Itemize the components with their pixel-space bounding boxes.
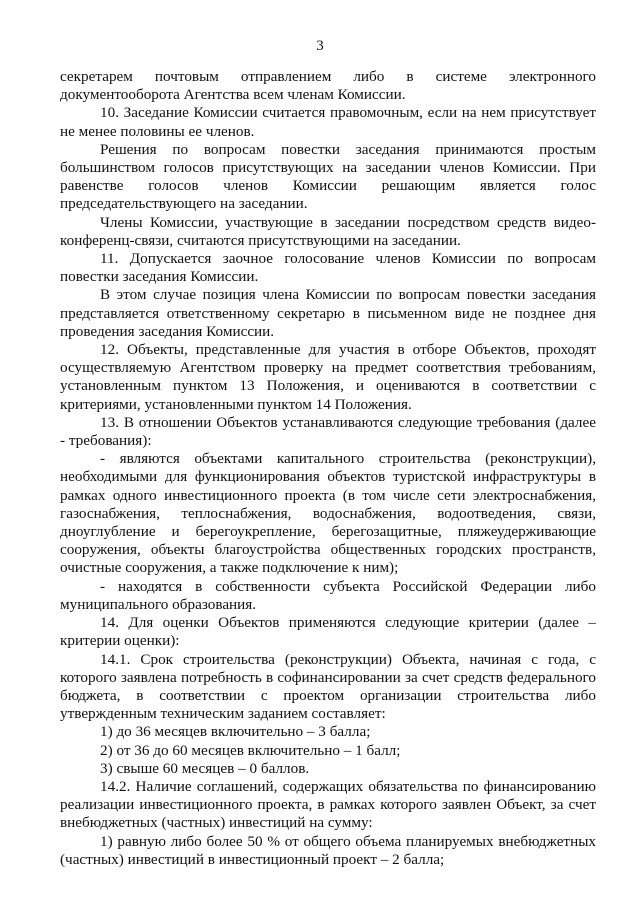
paragraph-item-14: 14. Для оценки Объектов применяются следующие критерии (далее – критерии оценки): bbox=[60, 614, 596, 650]
requirement-item-ownership: - находятся в собственности субъекта Российской Федерации либо муниципального образования. bbox=[60, 577, 596, 613]
score-item-investment-1: 1) равную либо более 50 % от общего объема планируемых внебюджетных (частных) инвестиций в инвестиционный проект – 2 балла; bbox=[60, 832, 596, 868]
score-item-3: 3) свыше 60 месяцев – 0 баллов. bbox=[100, 759, 310, 777]
score-item-2: 2) от 36 до 60 месяцев включительно – 1 балл; bbox=[100, 741, 401, 759]
score-item-1: 1) до 36 месяцев включительно – 3 балла; bbox=[100, 723, 371, 741]
paragraph-written-position: В этом случае позиция члена Комиссии по вопросам повестки заседания представляется ответственному секретарю в письменном виде не позднее дня проведения заседания Комиссии. bbox=[60, 286, 596, 340]
page-number: 3 bbox=[316, 38, 324, 54]
paragraph-item-10: 10. Заседание Комиссии считается правомочным, если на нем присутствует не менее половины ее членов. bbox=[60, 104, 596, 140]
paragraph-decisions: Решения по вопросам повестки заседания принимаются простым большинством голосов присутствующих на заседании членов Комиссии. При равенстве голосов членов Комиссии решающим является голос председательствующего на заседании. bbox=[60, 140, 596, 213]
paragraph-continuation: секретарем почтовым отправлением либо в системе электронного документооборота Агентства всем членам Комиссии. bbox=[60, 68, 596, 104]
paragraph-item-13: 13. В отношении Объектов устанавливаются следующие требования (далее - требования): bbox=[60, 413, 596, 450]
document-body bbox=[60, 68, 596, 869]
paragraph-item-14-1: 14.1. Срок строительства (реконструкции) Объекта, начиная с года, с которого заявлена потребность в софинансировании за счет средств федерального бюджета, в соответствии с проектом организации строительства либо утвержденным техническим заданием составляет: bbox=[60, 650, 596, 723]
paragraph-item-12: 12. Объекты, представленные для участия в отборе Объектов, проходят осуществляемую Агентством проверку на предмет соответствия требованиям, установленным пунктом 13 Положения, и оцениваются в соответствии с критериями, установленными пунктом 14 Положения. bbox=[60, 341, 596, 413]
paragraph-item-11: 11. Допускается заочное голосование членов Комиссии по вопросам повестки заседания Комиссии. bbox=[60, 250, 596, 286]
paragraph-video-conference: Члены Комиссии, участвующие в заседании посредством средств видео-конференц-связи, считаются присутствующими на заседании. bbox=[60, 213, 596, 249]
paragraph-item-14-2: 14.2. Наличие соглашений, содержащих обязательства по финансированию реализации инвестиционного проекта, в рамках которого заявлен Объект, за счет внебюджетных (частных) инвестиций на сумму: bbox=[60, 777, 596, 832]
requirement-item-capital-construction: - являются объектами капитального строительства (реконструкции), необходимыми для функционирования объектов туристской инфраструктуры в рамках одного инвестиционного проекта (в том числе сети электроснабжения, газоснабжения, теплоснабжения, водоснабжения, водоотведения, связи, дноуглубление и берегоукрепление, берегозащитные, пляжеудерживающие сооружения, объекты благоустройства общественных городских пространств, очистные сооружения, а также подключение к ним); bbox=[60, 450, 596, 577]
